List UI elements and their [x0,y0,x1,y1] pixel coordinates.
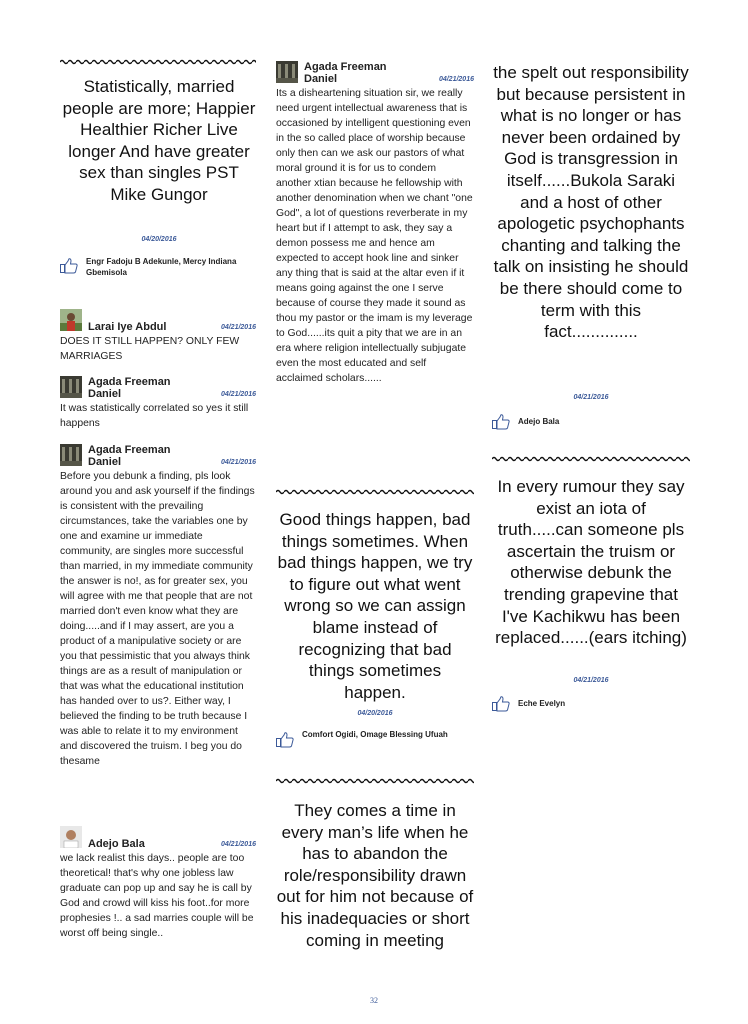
post-quote-continued: the spelt out responsibility but because persistent in what is no longer or has never been ordained by God is transgression in itself......Bukola Saraki and a host of other apologetic psychophants chanting and talking the talk on insisting he should be there should come to term with this fact.............. [493,63,689,342]
wavy-divider [276,488,474,496]
thumbs-up-icon[interactable] [60,258,78,274]
comment [60,309,256,364]
avatar[interactable] [60,826,82,848]
likes-row [60,256,256,278]
comment [276,61,474,386]
comment [60,826,256,941]
likes-row [492,696,690,712]
page-number: 32 [370,996,378,1005]
post-quote: Statistically, married people are more; Happier Healthier Richer Live longer And have greater sex than singles PST Mike Gungor [62,77,256,204]
comment-date: 04/21/2016 [438,76,474,83]
avatar[interactable] [276,61,298,83]
comment-text: we lack realist this days.. people are too theoretical! that's why one jobless law graduate can pop up and say he is call by God and crowd will kiss his foot..for more prophesies !.. a sad marries couple will be worst off being single.. [60,853,254,939]
comment [60,444,256,769]
comment-text: DOES IT STILL HAPPEN? ONLY FEW MARRIAGES [60,336,240,362]
likes-row [492,414,690,430]
likes-row [276,729,474,748]
likes-names: Engr Fadoju B Adekunle, Mercy Indiana Gbemisola [86,257,237,277]
comment [60,376,256,431]
comment-text: It was statistically correlated so yes it still happens [60,403,249,429]
comment-date: 04/21/2016 [220,841,256,848]
thumbs-up-icon[interactable] [276,732,294,748]
post-quote: They comes a time in every man’s life when he has to abandon the role/responsibility drawn out for him not because of his inadequacies or short coming in meeting [276,801,474,950]
post-quote: Good things happen, bad things sometimes. When bad things happen, we try to figure out what went wrong so we can assign blame instead of recognizing that bad things sometimes happen. [277,510,473,702]
commenter-name[interactable]: Agada Freeman Daniel [88,444,171,468]
post-date: 04/20/2016 [357,710,393,717]
comment-text: Before you debunk a finding, pls look around you and ask yourself if the findings is consistent with the prevailing circumstances, take the variables one by one and examine ur immediate community, are singles more successful than married, in my immediate community the answer is no!, as for greater sex, you will agree with me that people that are not married don't even know what they are doing.....and if I may assert, are you a product of a manipulative society or are you that pessimistic that you always think things are as a result of manipulation or that was what the educational institution has handed over to us?. Either way, I believed the finding to be truth because I was able to relate it to my environment and discovered the truism. I beg you do thesame [60,471,255,767]
post-date: 04/21/2016 [573,677,609,684]
thumbs-up-icon[interactable] [492,414,510,430]
avatar[interactable] [60,444,82,466]
post-quote: In every rumour they say exist an iota of truth.....can someone pls ascertain the truism or otherwise debunk the trending grapevine that I've Kachikwu has been replaced......(ears itching) [495,477,687,648]
wavy-divider [60,58,256,66]
thumbs-up-icon[interactable] [492,696,510,712]
commenter-name[interactable]: Agada Freeman Daniel [88,376,171,400]
wavy-divider [276,777,474,785]
likes-names: Eche Evelyn [518,699,566,708]
post-date: 04/20/2016 [141,236,177,243]
commenter-name[interactable]: Adejo Bala [88,838,145,850]
post-date: 04/21/2016 [573,394,609,401]
wavy-divider [492,455,690,463]
avatar[interactable] [60,376,82,398]
comment-date: 04/21/2016 [220,459,256,466]
likes-names: Adejo Bala [518,417,560,426]
commenter-name[interactable]: Larai Iye Abdul [88,321,167,333]
comment-text: Its a disheartening situation sir, we really need urgent intellectual awareness that is occasioned by intelligent questioning even in the so called place of worship because only then can we ask our pastors of what moral ground it is for us to condem another xtian because he fellowship with another denomination when we chant "one God", a lot of questions reverberate in my heart but if I attempt to ask, they say a demon possess me and hence am expected to accept hook line and sinker any thing that is said at the altar even if it means going against the one I serve because of course they made it sound as thou my pastor or the imam is my leverage to God......its quit a pity that we are in an era where religion intellectually subjugate even the most educated and self acclaimed scholars...... [276,88,473,384]
comment-date: 04/21/2016 [220,324,256,331]
commenter-name[interactable]: Agada Freeman Daniel [304,61,387,85]
avatar[interactable] [60,309,82,331]
comment-date: 04/21/2016 [220,391,256,398]
likes-names: Comfort Ogidi, Omage Blessing Ufuah [302,730,448,739]
